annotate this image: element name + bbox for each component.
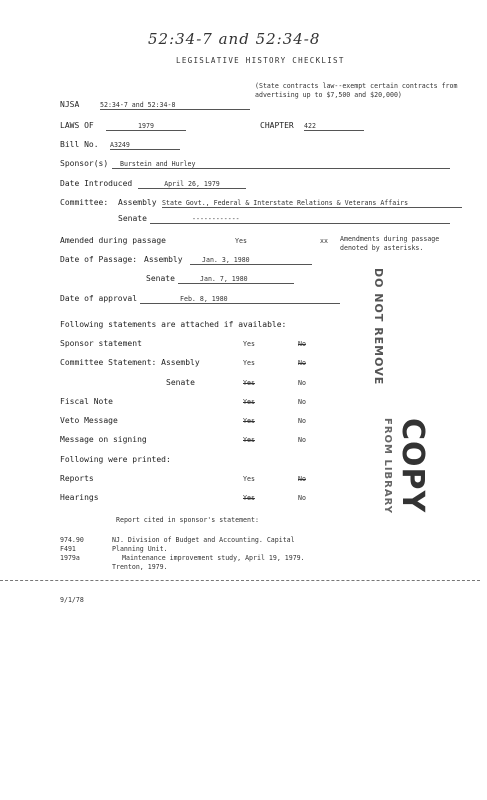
report-heading: Report cited in sponsor's statement:	[116, 516, 259, 524]
chapter-value: 422	[304, 122, 364, 131]
statements-heading: Following statements are attached if available:	[60, 320, 287, 329]
committee-assembly-value: State Govt., Federal & Interstate Relations & Veterans Affairs	[162, 199, 462, 208]
statement-no: No	[298, 398, 306, 406]
statement-no: No	[298, 436, 306, 444]
laws-of-value: 1979	[106, 122, 186, 131]
njsa-label: NJSA	[60, 100, 80, 109]
laws-of-label: LAWS OF	[60, 121, 94, 130]
statement-yes-struck: Yes	[243, 379, 255, 387]
statement-label: Sponsor statement	[60, 339, 142, 348]
sponsor-value: Burstein and Hurley	[112, 160, 450, 169]
printed-yes-struck: Yes	[243, 494, 255, 502]
statement-yes-struck: Yes	[243, 398, 255, 406]
statement-yes: Yes	[243, 340, 255, 348]
bill-summary: (State contracts law--exempt certain contracts from advertising up to $7,500 and $20,000)	[255, 82, 458, 99]
bill-label: Bill No.	[60, 140, 99, 149]
committee-assembly-label: Assembly	[118, 198, 157, 207]
passage-assembly-value: Jan. 3, 1980	[190, 256, 312, 265]
amended-no-struck: xx	[320, 237, 328, 245]
page-title: LEGISLATIVE HISTORY CHECKLIST	[176, 56, 345, 65]
printed-no-struck: No	[298, 475, 306, 483]
citation-line: Trenton, 1979.	[112, 563, 168, 571]
call-line: 1979a	[60, 554, 80, 562]
printed-yes: Yes	[243, 475, 255, 483]
call-number	[60, 536, 84, 563]
statement-yes-struck: Yes	[243, 436, 255, 444]
bill-value: A3249	[110, 141, 180, 150]
statement-no: No	[298, 379, 306, 387]
date-introduced-label: Date Introduced	[60, 179, 133, 188]
passage-assembly-label: Assembly	[144, 255, 183, 264]
statement-yes: Yes	[243, 359, 255, 367]
date-of-approval-value: Feb. 8, 1980	[140, 295, 340, 304]
sponsor-label: Sponsor(s)	[60, 159, 109, 168]
citation-line: Planning Unit.	[112, 545, 168, 553]
committee-label: Committee:	[60, 198, 109, 207]
copy-stamp: COPY	[395, 418, 430, 514]
amended-label: Amended during passage	[60, 236, 166, 245]
statement-label: Senate	[166, 378, 195, 387]
passage-senate-value: Jan. 7, 1980	[178, 275, 294, 284]
call-line: 974.90	[60, 536, 84, 544]
printed-label: Hearings	[60, 493, 99, 502]
statement-label: Fiscal Note	[60, 397, 113, 406]
statement-no-struck: No	[298, 359, 306, 367]
printed-no: No	[298, 494, 306, 502]
njsa-value: 52:34-7 and 52:34-8	[100, 101, 250, 110]
call-line: F491	[60, 545, 76, 553]
citation-line: Maintenance improvement study, April 19, 1979.	[122, 554, 305, 562]
amended-yes: Yes	[235, 237, 247, 245]
date-of-passage-label: Date of Passage:	[60, 255, 138, 264]
committee-senate-label: Senate	[118, 214, 147, 223]
form-date: 9/1/78	[60, 596, 84, 604]
printed-label: Reports	[60, 474, 94, 483]
handwritten-statute-reference: 52:34-7 and 52:34-8	[148, 30, 321, 48]
statement-yes-struck: Yes	[243, 417, 255, 425]
statement-label: Committee Statement: Assembly	[60, 358, 200, 367]
date-of-approval-label: Date of approval	[60, 294, 138, 303]
statement-label: Message on signing	[60, 435, 147, 444]
date-introduced-value: April 26, 1979	[138, 180, 246, 189]
committee-senate-value: ------------	[150, 215, 450, 224]
chapter-label: CHAPTER	[260, 121, 294, 130]
citation-line: NJ. Division of Budget and Accounting. Capital	[112, 536, 295, 544]
passage-senate-label: Senate	[146, 274, 175, 283]
amended-note: Amendments during passage denoted by asterisks.	[340, 235, 440, 252]
statement-no: No	[298, 417, 306, 425]
library-stamp: FROM LIBRARY	[382, 418, 393, 515]
do-not-remove-stamp: DO NOT REMOVE	[372, 268, 385, 386]
statement-no-struck: No	[298, 340, 306, 348]
printed-heading: Following were printed:	[60, 455, 171, 464]
statement-label: Veto Message	[60, 416, 118, 425]
dashed-divider	[0, 580, 480, 581]
report-citation	[112, 536, 305, 572]
